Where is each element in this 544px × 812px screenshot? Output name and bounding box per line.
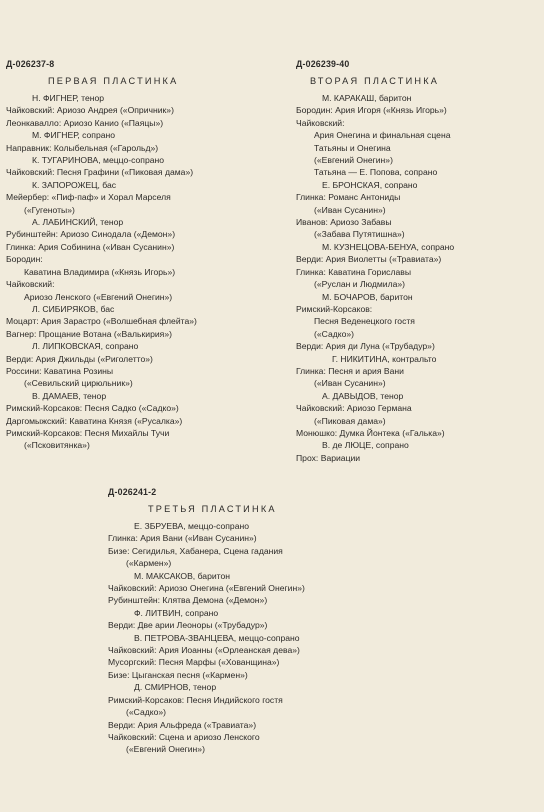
repertoire-line: Рубинштейн: Ариозо Синодала («Демон») [6,229,176,240]
repertoire-line: Татьяна — Е. Попова, сопрано [314,167,438,178]
first-record-column [6,58,276,452]
repertoire-line: Бизе: Сегидилья, Хабанера, Сцена гадания [108,545,283,556]
track-list [6,92,276,452]
repertoire-line: Ариозо Ленского («Евгений Онегин») [24,291,173,302]
performer-line: Л. ЛИПКОВСКАЯ, сопрано [32,341,139,352]
track-list [296,92,540,464]
repertoire-line: Чайковский: Ариозо Андрея («Опричник») [6,105,174,116]
performer-line: М. КУЗНЕЦОВА-БЕНУА, сопрано [322,241,455,252]
repertoire-line: («Забава Путятишна») [314,229,405,240]
performer-line: К. ТУГАРИНОВА, меццо-сопрано [32,155,165,166]
repertoire-line: Бизе: Цыганская песня («Кармен») [108,669,248,680]
repertoire-line: («Садко») [126,707,167,718]
repertoire-line: Чайковский: Ариозо Онегина («Евгений Онегин») [108,583,305,594]
performer-line: В. ДАМАЕВ, тенор [32,390,107,401]
performer-line: Ф. ЛИТВИН, сопрано [134,607,219,618]
repertoire-line: Римский-Корсаков: Песня Михайлы Тучи [6,427,170,438]
performer-line: М. КАРАКАШ, баритон [322,93,412,103]
repertoire-line: Верди: Ария Альфреда («Травиата») [108,719,257,730]
performer-line: Е. ЗБРУЕВА, меццо-сопрано [134,521,250,531]
repertoire-line: («Гугеноты») [24,204,75,215]
repertoire-line: Римский-Корсаков: Песня Садко («Садко») [6,403,179,414]
third-record-column [108,486,408,756]
repertoire-line: («Иван Сусанин») [314,204,386,215]
repertoire-line: Глинка: Ария Собинина («Иван Сусанин») [6,241,175,252]
repertoire-line: Глинка: Песня и ария Вани [296,365,404,376]
performer-line: Л. СИБИРЯКОВ, бас [32,303,115,314]
repertoire-line: Мусоргский: Песня Марфы («Хованщина») [108,657,280,668]
repertoire-line: Чайковский: [6,279,55,290]
record-title: ВТОРАЯ ПЛАСТИНКА [310,76,440,86]
performer-line: Е. БРОНСКАЯ, сопрано [322,179,418,190]
repertoire-line: Леонкавалло: Ариозо Канио («Паяцы») [6,117,164,128]
repertoire-line: Песня Веденецкого гостя [314,316,415,327]
repertoire-line: Чайковский: Ариозо Германа [296,403,412,414]
repertoire-line: Римский-Корсаков: Песня Индийского гостя [108,694,283,705]
record-title: ПЕРВАЯ ПЛАСТИНКА [48,76,179,86]
repertoire-line: Римский-Корсаков: [296,303,373,314]
repertoire-line: Глинка: Ария Вани («Иван Сусанин») [108,533,257,544]
repertoire-line: («Иван Сусанин») [314,378,386,389]
repertoire-line: Глинка: Романс Антониды [296,192,401,203]
catalog-number: Д-026239-40 [296,59,350,69]
track-list [108,520,408,756]
repertoire-line: («Псковитянка») [24,440,90,451]
repertoire-line: Чайковский: Ария Иоанны («Орлеанская дева») [108,645,300,656]
repertoire-line: Вагнер: Прощание Вотана («Валькирия») [6,328,172,339]
repertoire-line: («Садко») [314,328,355,339]
repertoire-line: Чайковский: [296,117,345,128]
repertoire-line: Даргомыжский: Каватина Князя («Русалка») [6,415,183,426]
performer-line: М. МАКСАКОВ, баритон [134,570,231,581]
repertoire-line: Верди: Ария Виолетты («Травиата») [296,254,442,265]
repertoire-line: Верди: Ария ди Луна («Трубадур») [296,341,435,352]
record-title: ТРЕТЬЯ ПЛАСТИНКА [148,504,277,514]
repertoire-line: («Евгений Онегин») [126,744,205,755]
second-record-column [296,58,540,464]
repertoire-line: Иванов: Ариозо Забавы [296,217,392,228]
repertoire-line: Чайковский: Сцена и ариозо Ленского [108,731,260,742]
performer-line: Н. ФИГНЕР, тенор [32,93,105,103]
repertoire-line: Мейербер: «Пиф-паф» и Хорал Марселя [6,192,171,203]
repertoire-line: («Кармен») [126,558,172,569]
repertoire-line: Каватина Владимира («Князь Игорь») [24,266,176,277]
repertoire-line: Моцарт: Ария Зарастро («Волшебная флейта») [6,316,197,327]
repertoire-line: Татьяны и Онегина [314,142,391,153]
catalog-number: Д-026237-8 [6,59,55,69]
performer-line: А. ДАВЫДОВ, тенор [322,390,404,401]
repertoire-line: Россини: Каватина Розины [6,365,114,376]
performer-line: В. ПЕТРОВА-ЗВАНЦЕВА, меццо-сопрано [134,632,300,643]
repertoire-line: Глинка: Каватина Гориславы [296,266,411,277]
catalog-number: Д-026241-2 [108,487,157,497]
repertoire-line: («Руслан и Людмила») [314,279,406,290]
repertoire-line: Прох: Вариации [296,452,361,463]
repertoire-line: Монюшко: Думка Йонтека («Галька») [296,427,445,438]
repertoire-line: Бородин: [6,254,43,265]
repertoire-line: Верди: Две арии Леоноры («Трубадур») [108,620,268,631]
performer-line: А. ЛАБИНСКИЙ, тенор [32,217,124,228]
performer-line: В. де ЛЮЦЕ, сопрано [322,440,409,451]
repertoire-line: («Евгений Онегин») [314,155,393,166]
repertoire-line: («Пиковая дама») [314,415,386,426]
performer-line: К. ЗАПОРОЖЕЦ, бас [32,179,117,190]
repertoire-line: Чайковский: Песня Графини («Пиковая дама») [6,167,194,178]
repertoire-line: («Севильский цирюльник») [24,378,133,389]
performer-line: Г. НИКИТИНА, контральто [332,353,437,364]
performer-line: М. БОЧАРОВ, баритон [322,291,413,302]
repertoire-line: Ария Онегина и финальная сцена [314,130,451,141]
repertoire-line: Направник: Колыбельная («Гарольд») [6,142,159,153]
performer-line: М. ФИГНЕР, сопрано [32,130,116,141]
repertoire-line: Рубинштейн: Клятва Демона («Демон») [108,595,268,606]
repertoire-line: Бородин: Ария Игоря («Князь Игорь») [296,105,447,116]
repertoire-line: Верди: Ария Джильды («Риголетто») [6,353,153,364]
performer-line: Д. СМИРНОВ, тенор [134,682,217,693]
